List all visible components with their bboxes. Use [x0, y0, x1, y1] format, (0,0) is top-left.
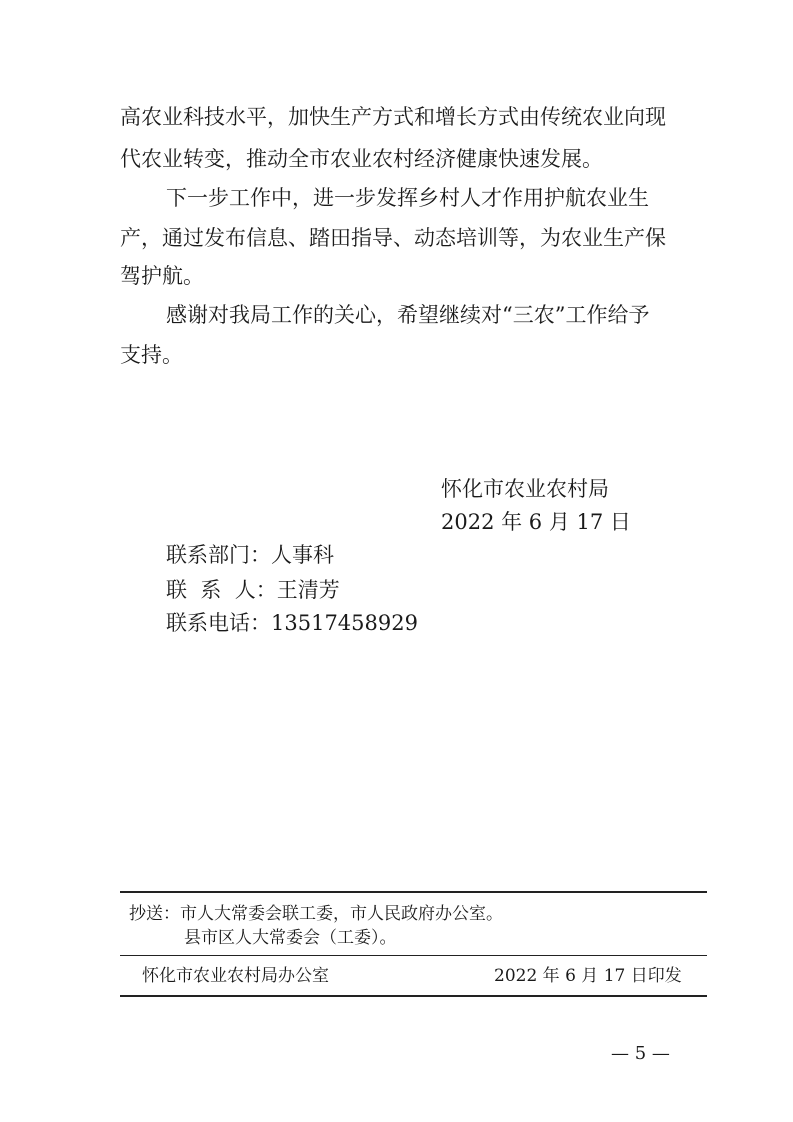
body-line-4: 产，通过发布信息、踏田指导、动态培训等，为农业生产保 — [120, 226, 666, 250]
cc-line-1: 抄送：市人大常委会联工委，市人民政府办公室。 — [129, 904, 503, 924]
body-line-5: 驾护航。 — [120, 264, 204, 288]
body-line-2: 代农业转变，推动全市农业农村经济健康快速发展。 — [120, 147, 603, 171]
body-line-1: 高农业科技水平，加快生产方式和增长方式由传统农业向现 — [120, 105, 666, 129]
body-line-7: 支持。 — [120, 343, 183, 367]
body-line-6: 感谢对我局工作的关心，希望继续对“三农”工作给予 — [166, 303, 650, 327]
contact-department: 联系部门：人事科 — [166, 543, 334, 567]
body-line-3: 下一步工作中，进一步发挥乡村人才作用护航农业生 — [166, 186, 649, 210]
signature-org: 怀化市农业农村局 — [441, 477, 609, 501]
signature-date: 2022 年 6 月 17 日 — [441, 510, 631, 534]
contact-person: 联 系 人：王清芳 — [166, 578, 340, 602]
contact-phone: 联系电话：13517458929 — [166, 611, 418, 635]
issue-date: 2022 年 6 月 17 日印发 — [494, 966, 682, 986]
page-number: — 5 — — [611, 1043, 670, 1064]
cc-line-2: 县市区人大常委会（工委）。 — [184, 928, 397, 948]
issuer-office: 怀化市农业农村局办公室 — [142, 966, 329, 986]
footer-top-rule — [120, 891, 707, 893]
footer-middle-rule — [120, 955, 707, 956]
footer-bottom-rule — [120, 995, 707, 997]
